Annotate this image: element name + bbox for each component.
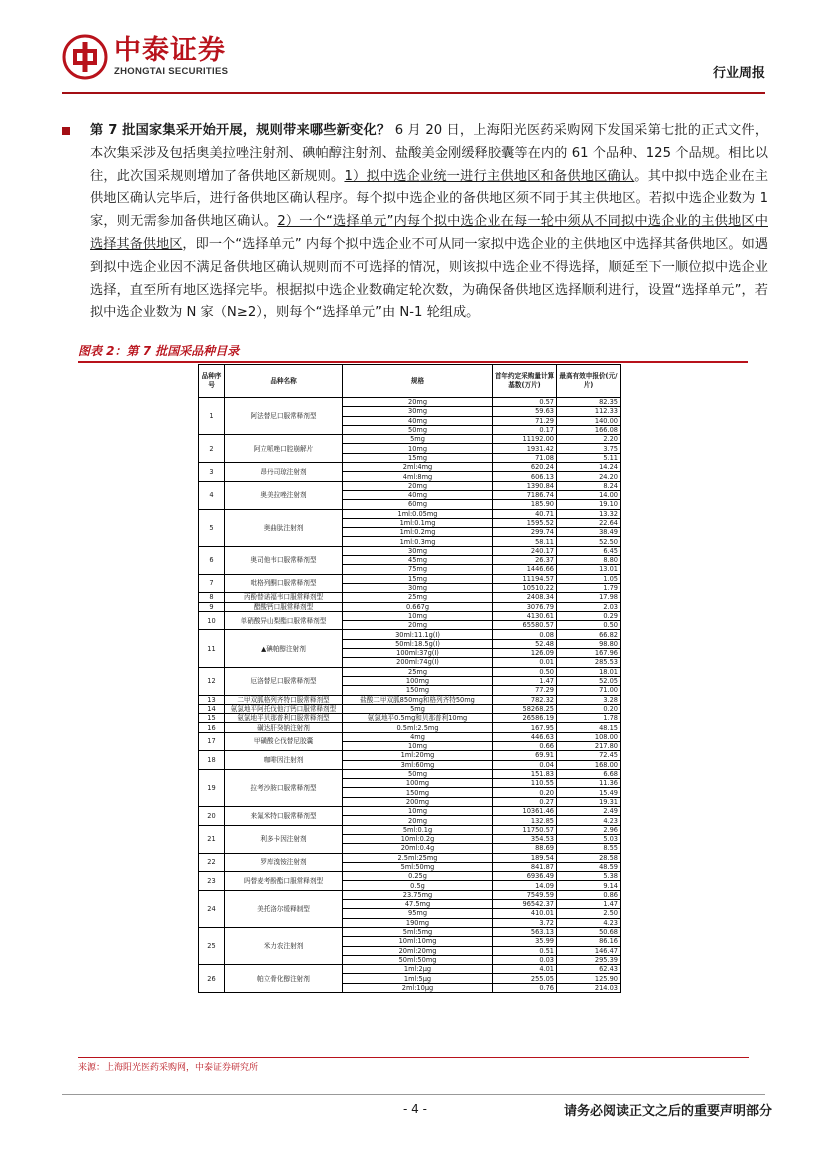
cell-spec: 10ml:10mg [343,937,493,946]
cell-volume: 96542.37 [493,900,557,909]
bullet-square-icon [62,127,70,135]
cell-price: 5.11 [557,453,621,462]
cell-volume: 1931.42 [493,444,557,453]
cell-spec: 50ml:50mg [343,955,493,964]
table-row [199,807,621,816]
cell-volume: 1390.84 [493,481,557,490]
cell-volume: 0.20 [493,788,557,797]
cell-volume: 58268.25 [493,704,557,713]
cell-drug-name: 磺达肝癸钠注射剂 [225,723,343,732]
cell-spec: 30ml:11.1g(I) [343,630,493,639]
cell-price: 1.05 [557,574,621,583]
table-row [199,509,621,518]
cell-price: 9.14 [557,881,621,890]
table-row [199,714,621,723]
cell-spec: 5mg [343,435,493,444]
cell-no: 1 [199,398,225,435]
cell-spec: 10ml:0.2g [343,834,493,843]
cell-no: 3 [199,463,225,482]
cell-price: 2.20 [557,435,621,444]
cell-price: 13.32 [557,509,621,518]
cell-spec: 1ml:5μg [343,974,493,983]
cell-volume: 606.13 [493,472,557,481]
figure-title: 图表 2：第 7 批国采品种目录 [78,343,748,363]
cell-volume: 110.55 [493,779,557,788]
table-row [199,630,621,639]
cell-price: 2.50 [557,909,621,918]
cell-spec: 75mg [343,565,493,574]
cell-spec: 1ml:2μg [343,965,493,974]
table-row [199,435,621,444]
cell-no: 19 [199,769,225,806]
cell-spec: 1ml:0.2mg [343,528,493,537]
cell-volume: 10361.46 [493,807,557,816]
cell-spec: 25mg [343,667,493,676]
cell-volume: 59.63 [493,407,557,416]
cell-price: 285.53 [557,658,621,667]
cell-volume: 58.11 [493,537,557,546]
cell-volume: 69.91 [493,751,557,760]
table-row [199,927,621,936]
cell-drug-name: 单硝酸异山梨酯口服常释剂型 [225,611,343,630]
cell-spec: 0.5g [343,881,493,890]
cell-drug-name: 帕立骨化醇注射剂 [225,965,343,993]
cell-drug-name: 阿法替尼口服常释剂型 [225,398,343,435]
cell-spec: 100mg [343,779,493,788]
cell-spec: 50mg [343,769,493,778]
cell-price: 48.15 [557,723,621,732]
cell-price: 168.00 [557,760,621,769]
paragraph-text-2: 。其中拟中选企业在主供地区确认完毕后，进行备供地区确认程序。每个拟中选企业的备供地区须不同于其主供地区。若拟中选企业数为 1 家，则无需参加备供地区确认。 [90,168,769,230]
cell-spec: 30mg [343,407,493,416]
cell-volume: 11192.00 [493,435,557,444]
cell-price: 5.03 [557,834,621,843]
zhongtai-logo-icon [62,34,108,80]
cell-volume: 2408.34 [493,593,557,602]
cell-price: 14.24 [557,463,621,472]
cell-spec: 4mg [343,732,493,741]
cell-spec: 氨氯地平0.5mg和贝那普利10mg [343,714,493,723]
cell-price: 2.03 [557,602,621,611]
table-row [199,825,621,834]
cell-volume: 0.66 [493,741,557,750]
cell-drug-name: 氨氯地平贝那普利口服常释剂型 [225,714,343,723]
cell-no: 5 [199,509,225,546]
header-name: 品种名称 [225,365,343,398]
cell-volume: 26.37 [493,556,557,565]
cell-price: 1.78 [557,714,621,723]
footer-divider [62,1094,765,1095]
company-logo [62,34,228,80]
cell-no: 13 [199,695,225,704]
cell-spec: 15mg [343,574,493,583]
cell-no: 22 [199,853,225,872]
cell-spec: 10mg [343,741,493,750]
cell-spec: 190mg [343,918,493,927]
cell-price: 166.08 [557,425,621,434]
cell-no: 12 [199,667,225,695]
cell-volume: 354.53 [493,834,557,843]
cell-spec: 2.5ml:25mg [343,853,493,862]
cell-price: 4.23 [557,918,621,927]
cell-volume: 14.09 [493,881,557,890]
cell-price: 8.55 [557,844,621,853]
cell-no: 25 [199,927,225,964]
cell-volume: 255.05 [493,974,557,983]
cell-price: 112.33 [557,407,621,416]
table-row [199,463,621,472]
cell-price: 0.20 [557,704,621,713]
cell-volume: 10510.22 [493,583,557,592]
paragraph-lead: 第 7 批国家集采开始开展，规则带来哪些新变化？ [90,123,391,138]
cell-volume: 1595.52 [493,518,557,527]
cell-price: 66.82 [557,630,621,639]
cell-spec: 20ml:0.4g [343,844,493,853]
cell-drug-name: 罗库溴铵注射剂 [225,853,343,872]
paragraph-text-1: 6 月 20 日，上海阳光医药采购网下发国采第七批的正式文件，本次集采涉及包括奥美拉唑注射剂、碘帕醇注射剂、盐酸美金刚缓释胶囊等在内的 61 个品种、125 个品规。相比以往，此次国采规则增加了备供地区新规则。 [90,123,769,184]
cell-spec: 40mg [343,416,493,425]
cell-drug-name: 拉考沙胺口服常释剂型 [225,769,343,806]
cell-spec: 盐酸二甲双胍850mg和格列齐特50mg [343,695,493,704]
cell-price: 82.35 [557,398,621,407]
cell-volume: 6936.49 [493,872,557,881]
table-row [199,751,621,760]
cell-spec: 5ml:0.1g [343,825,493,834]
cell-drug-name: 吗替麦考酚酯口服常释剂型 [225,872,343,891]
cell-price: 38.49 [557,528,621,537]
table-row [199,732,621,741]
cell-volume: 26586.19 [493,714,557,723]
cell-spec: 20mg [343,481,493,490]
cell-spec: 0.25g [343,872,493,881]
cell-volume: 446.63 [493,732,557,741]
cell-no: 10 [199,611,225,630]
cell-volume: 71.08 [493,453,557,462]
cell-volume: 167.95 [493,723,557,732]
logo-english-name: ZHONGTAI SECURITIES [114,66,229,77]
cell-spec: 95mg [343,909,493,918]
cell-no: 2 [199,435,225,463]
cell-price: 17.98 [557,593,621,602]
cell-volume: 0.51 [493,946,557,955]
underlined-rule-2: 2）一个“选择单元”内每个拟中选企业在每一轮中须从不同拟中选企业的主供地区中选择其备供地区 [90,214,768,252]
cell-price: 140.00 [557,416,621,425]
cell-spec: 5ml:50mg [343,862,493,871]
cell-volume: 189.54 [493,853,557,862]
cell-price: 3.28 [557,695,621,704]
table-row [199,965,621,974]
cell-price: 15.49 [557,788,621,797]
cell-drug-name: 米力农注射剂 [225,927,343,964]
cell-volume: 7549.59 [493,890,557,899]
cell-volume: 35.99 [493,937,557,946]
cell-price: 4.23 [557,816,621,825]
cell-price: 2.96 [557,825,621,834]
cell-volume: 11194.57 [493,574,557,583]
cell-volume: 0.27 [493,797,557,806]
cell-price: 48.59 [557,862,621,871]
cell-spec: 200mg [343,797,493,806]
cell-price: 13.01 [557,565,621,574]
table-row [199,667,621,676]
cell-spec: 5ml:5mg [343,927,493,936]
cell-volume: 52.48 [493,639,557,648]
cell-price: 6.45 [557,546,621,555]
cell-drug-name: 醋酸钙口服常释剂型 [225,602,343,611]
cell-volume: 77.29 [493,686,557,695]
cell-volume: 126.09 [493,649,557,658]
page-number: - 4 - [403,1102,427,1116]
cell-price: 28.58 [557,853,621,862]
cell-price: 2.49 [557,807,621,816]
cell-spec: 20mg [343,621,493,630]
cell-price: 214.03 [557,983,621,992]
table-row [199,574,621,583]
cell-volume: 0.76 [493,983,557,992]
cell-price: 146.47 [557,946,621,955]
header-volume: 首年约定采购量计算基数(万片) [493,365,557,398]
cell-price: 108.00 [557,732,621,741]
cell-volume: 40.71 [493,509,557,518]
cell-spec: 40mg [343,490,493,499]
cell-spec: 3ml:60mg [343,760,493,769]
cell-volume: 71.29 [493,416,557,425]
cell-volume: 4130.61 [493,611,557,620]
cell-price: 125.90 [557,974,621,983]
cell-price: 98.80 [557,639,621,648]
cell-price: 19.10 [557,500,621,509]
cell-price: 167.96 [557,649,621,658]
cell-volume: 0.01 [493,658,557,667]
cell-volume: 185.90 [493,500,557,509]
cell-spec: 4ml:8mg [343,472,493,481]
cell-volume: 563.13 [493,927,557,936]
cell-drug-name: 二甲双胍格列齐特口服常释剂型 [225,695,343,704]
cell-volume: 3076.79 [493,602,557,611]
table-body [199,398,621,993]
cell-price: 72.45 [557,751,621,760]
header-divider [62,92,765,94]
cell-price: 52.05 [557,676,621,685]
cell-volume: 299.74 [493,528,557,537]
cell-volume: 782.32 [493,695,557,704]
cell-price: 86.16 [557,937,621,946]
header-spec: 规格 [343,365,493,398]
table-row [199,890,621,899]
cell-spec: 47.5mg [343,900,493,909]
cell-drug-name: 丙酚替诺福韦口服常释剂型 [225,593,343,602]
cell-volume: 620.24 [493,463,557,472]
drug-catalog-table [198,364,621,993]
cell-price: 8.24 [557,481,621,490]
cell-price: 50.68 [557,927,621,936]
table-row [199,853,621,862]
cell-no: 24 [199,890,225,927]
underlined-rule-1: 1）拟中选企业统一进行主供地区和备供地区确认 [344,168,635,184]
footer-disclaimer: 请务必阅读正文之后的重要声明部分 [563,1104,772,1119]
cell-no: 21 [199,825,225,853]
cell-spec: 100mg [343,676,493,685]
cell-price: 22.64 [557,518,621,527]
cell-price: 1.47 [557,900,621,909]
cell-spec: 60mg [343,500,493,509]
cell-price: 6.68 [557,769,621,778]
cell-price: 0.86 [557,890,621,899]
cell-volume: 410.01 [493,909,557,918]
cell-drug-name: 奥曲肽注射剂 [225,509,343,546]
source-divider [78,1057,749,1058]
header-no: 品种序号 [199,365,225,398]
cell-drug-name: 吡格列酮口服常释剂型 [225,574,343,593]
table-header-row [199,365,621,398]
figure-source: 来源：上海阳光医药采购网，中泰证券研究所 [78,1063,259,1073]
cell-spec: 23.75mg [343,890,493,899]
table-row [199,769,621,778]
cell-volume: 841.87 [493,862,557,871]
cell-drug-name: 咖啡因注射剂 [225,751,343,770]
cell-volume: 0.50 [493,667,557,676]
cell-no: 15 [199,714,225,723]
cell-spec: 1ml:0.05mg [343,509,493,518]
cell-spec: 15mg [343,453,493,462]
cell-spec: 200ml:74g(I) [343,658,493,667]
cell-spec: 50mg [343,425,493,434]
cell-volume: 1446.66 [493,565,557,574]
cell-price: 52.50 [557,537,621,546]
cell-volume: 0.57 [493,398,557,407]
logo-chinese-name: 中泰证券 [114,35,226,66]
cell-no: 26 [199,965,225,993]
cell-volume: 240.17 [493,546,557,555]
cell-drug-name: 利多卡因注射剂 [225,825,343,853]
cell-price: 0.50 [557,621,621,630]
paragraph-text-3: ，即一个“选择单元” 内每个拟中选企业不可从同一家拟中选企业的主供地区中选择其备供地区。如遇到拟中选企业因不满足备供地区确认规则而不可选择的情况，则该拟中选企业不得选择，顺延至下一顺位拟中选企业选择，直至所有地区选择完毕。根据拟中选企业数确定轮次数，为确保备供地区选择顺利进行，设置“选择单元”，若拟中选企业数为 N 家（N≥2），则每个“选择单元”由 N-1 轮组成。 [90,236,768,321]
cell-no: 16 [199,723,225,732]
cell-price: 11.36 [557,779,621,788]
table-row [199,398,621,407]
cell-spec: 20ml:20mg [343,946,493,955]
cell-volume: 11750.57 [493,825,557,834]
cell-spec: 0.667g [343,602,493,611]
cell-no: 4 [199,481,225,509]
cell-volume: 4.01 [493,965,557,974]
cell-spec: 10mg [343,807,493,816]
cell-spec: 2ml:4mg [343,463,493,472]
cell-volume: 0.08 [493,630,557,639]
cell-no: 11 [199,630,225,667]
cell-no: 17 [199,732,225,751]
table-row [199,695,621,704]
cell-drug-name: ▲碘帕醇注射剂 [225,630,343,667]
cell-no: 20 [199,807,225,826]
cell-price: 14.00 [557,490,621,499]
cell-drug-name: 昂丹司琼注射剂 [225,463,343,482]
table-row [199,704,621,713]
cell-spec: 30mg [343,583,493,592]
cell-volume: 0.17 [493,425,557,434]
table-row [199,546,621,555]
cell-drug-name: 奥司他韦口服常释剂型 [225,546,343,574]
cell-spec: 0.5ml:2.5mg [343,723,493,732]
cell-price: 217.80 [557,741,621,750]
cell-spec: 1ml:0.1mg [343,518,493,527]
cell-drug-name: 厄洛替尼口服常释剂型 [225,667,343,695]
cell-spec: 20mg [343,398,493,407]
cell-spec: 1ml:0.3mg [343,537,493,546]
cell-volume: 0.03 [493,955,557,964]
header-price: 最高有效申报价(元/片) [557,365,621,398]
table-row [199,593,621,602]
cell-drug-name: 甲磺酸仑伐替尼胶囊 [225,732,343,751]
cell-spec: 10mg [343,611,493,620]
report-type: 行业周报 [712,66,765,81]
cell-spec: 10mg [343,444,493,453]
cell-no: 8 [199,593,225,602]
cell-volume: 3.72 [493,918,557,927]
cell-drug-name: 来氟米特口服常释剂型 [225,807,343,826]
table-row [199,611,621,620]
cell-spec: 150mg [343,686,493,695]
cell-price: 3.75 [557,444,621,453]
cell-no: 7 [199,574,225,593]
cell-volume: 1.47 [493,676,557,685]
cell-volume: 65580.57 [493,621,557,630]
cell-volume: 151.83 [493,769,557,778]
cell-price: 62.43 [557,965,621,974]
cell-drug-name: 美托洛尔缓释制型 [225,890,343,927]
cell-drug-name: 奥美拉唑注射剂 [225,481,343,509]
cell-spec: 5mg [343,704,493,713]
drug-catalog-table-wrapper [198,364,620,993]
cell-spec: 45mg [343,556,493,565]
cell-price: 0.29 [557,611,621,620]
cell-price: 19.31 [557,797,621,806]
cell-spec: 50ml:18.5g(I) [343,639,493,648]
table-row [199,872,621,881]
cell-price: 8.80 [557,556,621,565]
table-row [199,481,621,490]
cell-price: 71.00 [557,686,621,695]
cell-drug-name: 氨氯地平阿托伐他汀钙口服常释剂型 [225,704,343,713]
cell-spec: 150mg [343,788,493,797]
cell-no: 23 [199,872,225,891]
cell-price: 295.39 [557,955,621,964]
cell-spec: 30mg [343,546,493,555]
table-row [199,602,621,611]
cell-volume: 7186.74 [493,490,557,499]
table-row [199,723,621,732]
cell-spec: 1ml:20mg [343,751,493,760]
cell-price: 24.20 [557,472,621,481]
cell-drug-name: 阿立哌唑口腔崩解片 [225,435,343,463]
cell-price: 1.79 [557,583,621,592]
cell-no: 18 [199,751,225,770]
cell-price: 5.38 [557,872,621,881]
cell-spec: 25mg [343,593,493,602]
cell-volume: 0.04 [493,760,557,769]
cell-no: 14 [199,704,225,713]
body-paragraph [90,120,768,325]
cell-spec: 100ml:37g(I) [343,649,493,658]
cell-volume: 88.69 [493,844,557,853]
cell-spec: 20mg [343,816,493,825]
cell-spec: 2ml:10μg [343,983,493,992]
cell-no: 9 [199,602,225,611]
cell-price: 18.01 [557,667,621,676]
cell-volume: 132.85 [493,816,557,825]
cell-no: 6 [199,546,225,574]
